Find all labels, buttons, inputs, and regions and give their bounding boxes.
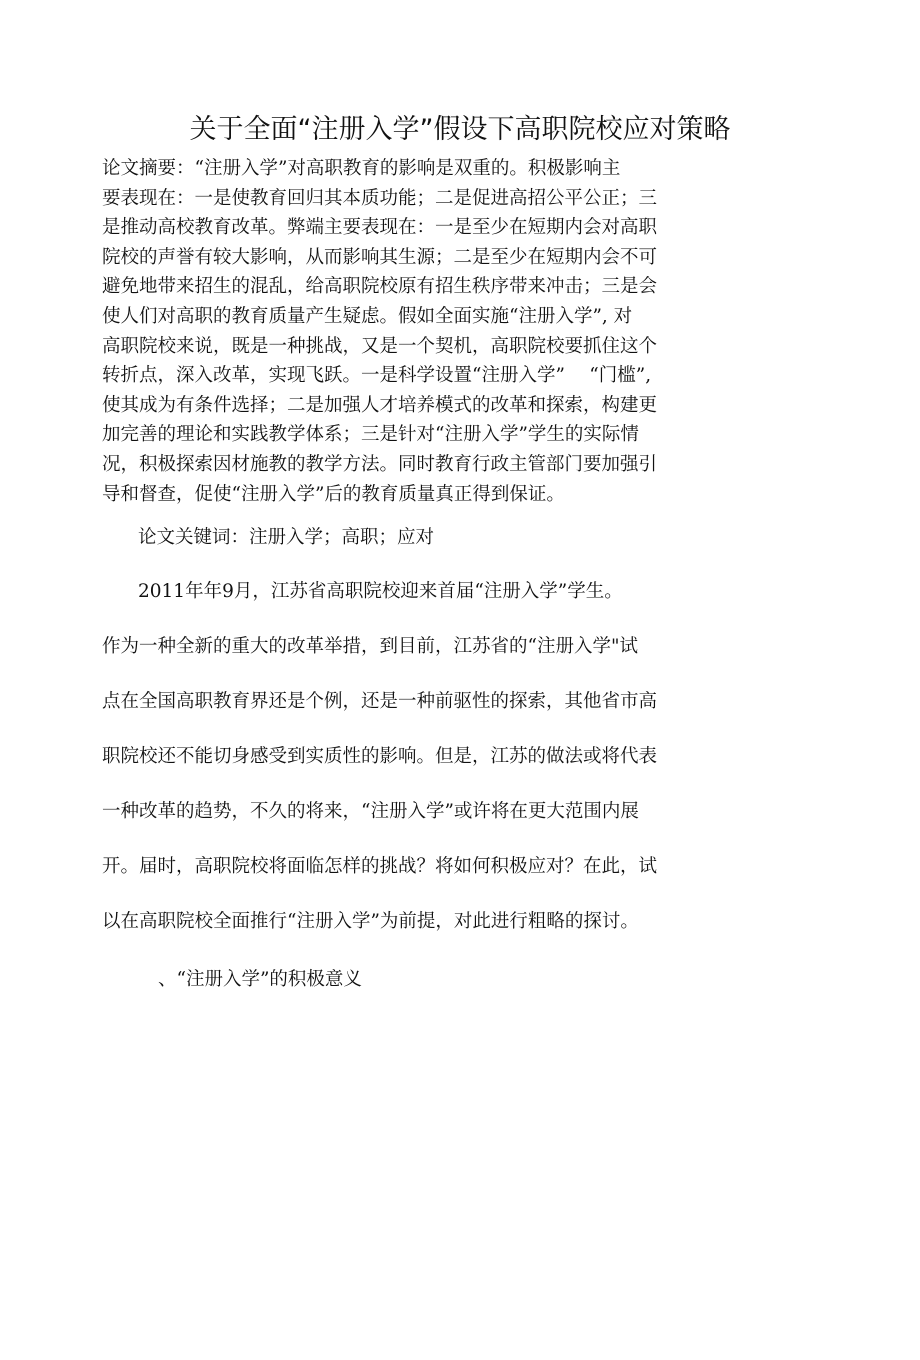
- section-heading: 、“注册入学”的积极意义: [158, 969, 362, 990]
- document-title: 关于全面“注册入学”假设下高职院校应对策略: [189, 114, 731, 146]
- body-paragraph: [102, 576, 802, 961]
- abstract-line: 要表现在：一是使教育回归其本质功能；二是促进高招公平公正；三: [102, 187, 658, 209]
- abstract-line: 论文摘要：“注册入学”对高职教育的影响是双重的。积极影响主: [102, 158, 621, 179]
- body-line: 以在高职院校全面推行“注册入学”为前提，对此进行粗略的探讨。: [102, 911, 639, 932]
- abstract-line: 避免地带来招生的混乱，给高职院校原有招生秩序带来冲击；三是会: [102, 276, 658, 298]
- abstract-line: 况，积极探索因材施教的教学方法。同时教育行政主管部门要加强引: [102, 453, 658, 475]
- abstract-line: 转折点，深入改革，实现飞跃。一是科学设置“注册入学” “门槛”,: [102, 365, 652, 387]
- abstract-line: 加完善的理论和实践教学体系；三是针对“注册入学”学生的实际情: [102, 424, 639, 446]
- body-line: 2011年年9月，江苏省高职院校迎来首届“注册入学”学生。: [138, 581, 623, 602]
- abstract-line: 使其成为有条件选择；二是加强人才培养模式的改革和探索，构建更: [102, 394, 658, 416]
- abstract-line: 院校的声誉有较大影响，从而影响其生源；二是至少在短期内会不可: [102, 246, 658, 268]
- body-line: 一种改革的趋势，不久的将来，“注册入学”或许将在更大范围内展: [102, 801, 639, 822]
- body-line: 作为一种全新的重大的改革举措，到目前，江苏省的“注册入学"试: [102, 636, 638, 657]
- abstract-line: 导和督查，促使“注册入学”后的教育质量真正得到保证。: [102, 483, 565, 505]
- abstract-line: 使人们对高职的教育质量产生疑虑。假如全面实施“注册入学”, 对: [102, 305, 633, 327]
- abstract-line: 高职院校来说，既是一种挑战，又是一个契机，高职院校要抓住这个: [102, 335, 658, 357]
- abstract-line: 是推动高校教育改革。弊端主要表现在：一是至少在短期内会对高职: [102, 217, 658, 239]
- keywords-line: 论文关键词：注册入学；高职；应对: [138, 527, 435, 548]
- body-line: 点在全国高职教育界还是个例，还是一种前驱性的探索，其他省市高: [102, 691, 658, 712]
- body-line: 开。届时，高职院校将面临怎样的挑战？将如何积极应对？在此，试: [102, 856, 658, 877]
- abstract-paragraph: [102, 154, 782, 509]
- body-line: 职院校还不能切身感受到实质性的影响。但是，江苏的做法或将代表: [102, 746, 658, 767]
